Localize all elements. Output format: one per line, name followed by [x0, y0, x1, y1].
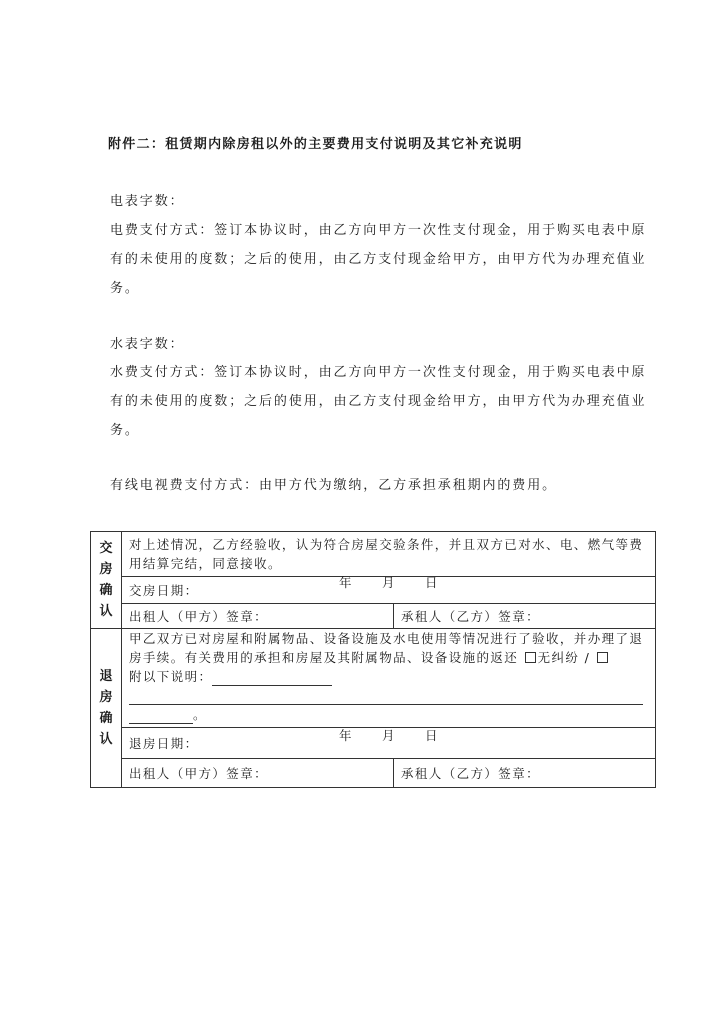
water-payment-line-3: 务。 [110, 423, 140, 438]
return-side-char: 确 [99, 711, 113, 726]
return-sign-row [91, 759, 656, 788]
handover-statement: 对上述情况，乙方经验收，认为符合房屋交验条件，并且双方已对水、电、燃气等费用结算完结，同意接收。 [122, 532, 656, 577]
return-side-char: 退 [99, 669, 113, 684]
no-dispute-label: 无纠纷 [537, 650, 580, 665]
handover-landlord-sign[interactable]: 出租人（甲方）签章： [122, 604, 394, 629]
note-checkbox[interactable] [597, 652, 608, 663]
note-blank-line-2[interactable] [129, 690, 643, 705]
return-tenant-sign[interactable]: 承租人（乙方）签章： [394, 759, 656, 788]
water-payment-line-1: 水费支付方式：签订本协议时，由乙方向甲方一次性支付现金，用于购买电表中原 [110, 365, 647, 380]
handover-year-label: 年 [339, 575, 353, 590]
return-statement-row [91, 629, 656, 728]
note-blank-line-1[interactable] [212, 671, 332, 686]
return-month-label: 月 [382, 728, 396, 743]
return-day-label: 日 [425, 728, 439, 743]
return-year-label: 年 [339, 728, 353, 743]
return-date-label: 退房日期： [129, 736, 199, 751]
return-statement-cell [122, 629, 656, 728]
handover-statement-row [91, 532, 656, 577]
handover-month-label: 月 [382, 575, 396, 590]
return-side-label [91, 629, 122, 788]
electric-payment-line-3: 务。 [110, 281, 140, 296]
return-landlord-sign[interactable]: 出租人（甲方）签章： [122, 759, 394, 788]
water-reading-label: 水表字数： [110, 337, 185, 352]
water-payment-line-2: 有的未使用的度数；之后的使用，由乙方支付现金给甲方，由甲方代为办理充值业 [110, 394, 647, 409]
note-blank-line-3[interactable] [129, 709, 193, 724]
handover-date-label: 交房日期： [129, 583, 199, 598]
electric-payment-line-2: 有的未使用的度数；之后的使用，由乙方支付现金给甲方，由甲方代为办理充值业 [110, 252, 647, 267]
return-date-cell[interactable] [122, 728, 656, 759]
return-side-char: 房 [99, 690, 113, 705]
handover-side-label [91, 532, 122, 629]
electric-payment-line-1: 电费支付方式：签订本协议时，由乙方向甲方一次性支付现金，用于购买电表中原 [110, 223, 647, 238]
option-separator: / [584, 650, 591, 665]
return-statement: 甲乙双方已对房屋和附属物品、设备设施及水电使用等情况进行了验收，并办理了退房手续。有关费用的承担和房屋及其附属物品、设备设施的返还 [129, 631, 644, 665]
handover-side-char: 认 [99, 604, 113, 619]
return-date-row [91, 728, 656, 759]
note-prefix: 附以下说明： [129, 669, 213, 684]
confirmation-table [90, 531, 656, 788]
handover-sign-row [91, 604, 656, 629]
handover-side-char: 确 [99, 583, 113, 598]
electric-reading-label: 电表字数： [110, 194, 185, 209]
handover-date-cell[interactable] [122, 577, 656, 604]
handover-date-row [91, 577, 656, 604]
no-dispute-checkbox[interactable] [525, 652, 536, 663]
handover-side-char: 交 [99, 541, 113, 556]
page-title: 附件二：租赁期内除房租以外的主要费用支付说明及其它补充说明 [108, 137, 523, 152]
cable-tv-payment: 有线电视费支付方式：由甲方代为缴纳，乙方承担承租期内的费用。 [110, 478, 558, 493]
handover-tenant-sign[interactable]: 承租人（乙方）签章： [394, 604, 656, 629]
note-end-mark: 。 [193, 707, 207, 722]
return-side-char: 认 [99, 732, 113, 747]
handover-day-label: 日 [425, 575, 439, 590]
handover-side-char: 房 [99, 562, 113, 577]
